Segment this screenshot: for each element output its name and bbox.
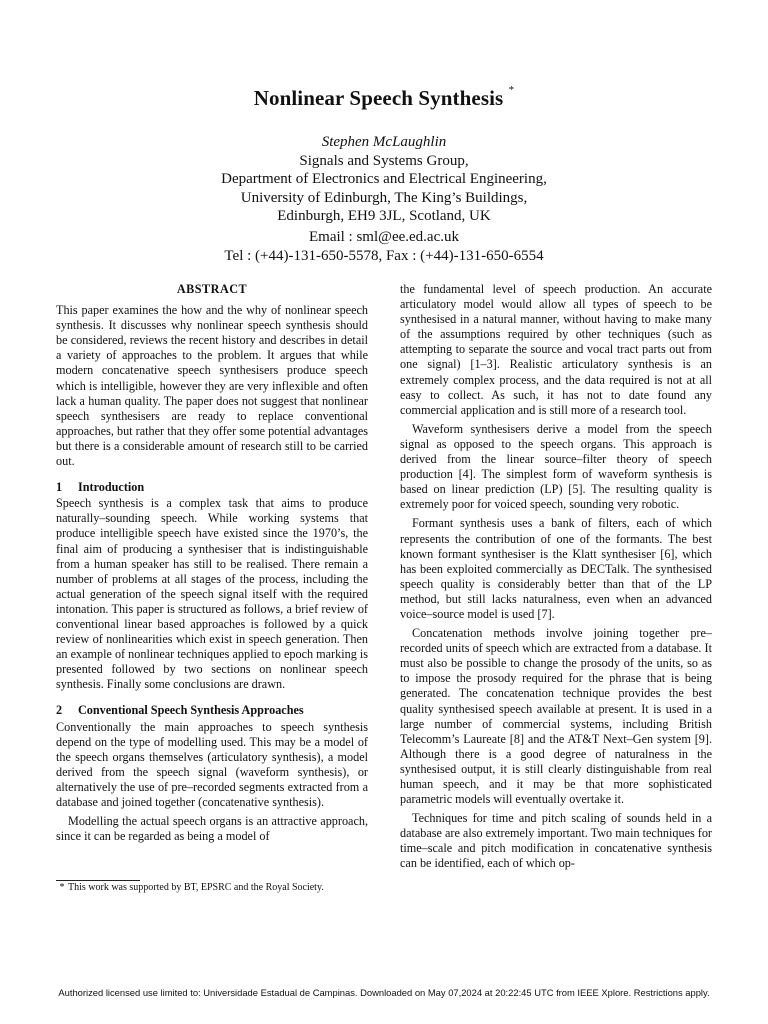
section-heading-conventional [56, 703, 368, 718]
right-paragraph-5: Techniques for time and pitch scaling of sounds held in a database are also extremely important. Two main techniques for time–scale and pitch modification in concatenative synthesis can be identified, each of which op- [400, 811, 712, 871]
license-notice: Authorized licensed use limited to: Universidade Estadual de Campinas. Downloaded on May 07,2024 at 20:22:45 UTC from IEEE Xplore. Restrictions apply. [58, 987, 710, 998]
section-title: Conventional Speech Synthesis Approaches [78, 703, 304, 718]
paper-title [0, 86, 768, 111]
section-title: Introduction [78, 480, 145, 495]
conventional-paragraph-1: Conventionally the main approaches to speech synthesis depend on the type of modelling used. This may be a model of the speech organs themselves (articulatory synthesis), a model derived from the speech signal (waveform synthesis), or alternatively the use of pre–recorded segments extracted from a database and joined together (concatenative synthesis). [56, 719, 368, 809]
footnote-divider [56, 880, 140, 881]
footnote [56, 882, 368, 895]
author-email: Email : sml@ee.ed.ac.uk [308, 229, 459, 245]
footnote-text: This work was supported by BT, EPSRC and the Royal Society. [68, 882, 324, 893]
title-footnote-mark: * [508, 84, 515, 96]
section-heading-introduction [56, 480, 368, 495]
affiliation-line: Department of Electronics and Electrical Engineering, [221, 171, 547, 187]
affiliation-line: University of Edinburgh, The King’s Buildings, [240, 189, 528, 206]
left-column [56, 282, 368, 844]
paper-title-text: Nonlinear Speech Synthesis [253, 86, 504, 110]
footnote-mark: * [59, 882, 65, 893]
right-paragraph-4: Concatenation methods involve joining together pre–recorded units of speech which are extracted from a database. It must also be possible to change the prosody of the units, so as to impose the prosody required for the phrase that is being generated. The concatenation technique provides the best quality synthesised speech available at present. It is used in a large number of commercial systems, including British Telecomm’s Laureate [8] and the AT&T Next–Gen system [9]. Although there is a good degree of naturalness in the synthesised output, it is still clearly distinguishable from real human speech, and it may be that more sophisticated parametric models will eventually overtake it. [400, 626, 712, 807]
conventional-paragraph-2: Modelling the actual speech organs is an attractive approach, since it can be regarded as being a model of [56, 814, 368, 844]
section-number: 2 [56, 703, 63, 718]
affiliation-line: Edinburgh, EH9 3JL, Scotland, UK [277, 208, 491, 224]
author-phone: Tel : (+44)-131-650-5578, Fax : (+44)-131-650-6554 [224, 247, 544, 264]
abstract-text: This paper examines the how and the why of nonlinear speech synthesis. It discusses why nonlinear speech synthesis should be considered, reviews the recent history and describes in detail a variety of approaches to the problem. It argues that while modern concatenative speech synthesisers produce speech which is intelligible, however they are very inflexible and often lack a human quality. The paper does not suggest that nonlinear speech synthesisers are ready to replace conventional approaches, but rather that they offer some potential advantages but there is a considerable amount of research still to be carried out. [56, 303, 368, 469]
right-paragraph-1: the fundamental level of speech production. An accurate articulatory model would allow all types of speech to be synthesised in a natural manner, without having to make many of the assumptions required by other techniques (such as attempting to separate the source and vocal tract parts out from one signal) [1–3]. Realistic articulatory synthesis is an extremely complex process, and the data required is not at all easy to collect. As such, it has not to date found any commercial application and is still more of a research tool. [400, 282, 712, 417]
abstract-heading: ABSTRACT [176, 282, 248, 296]
contact-block [0, 228, 768, 265]
introduction-paragraph: Speech synthesis is a complex task that aims to produce naturally–sounding speech. While working systems that produce intelligible speech have existed since the 1970’s, the final aim of producing a synthesiser that is indistinguishable from a human speaker has still to be realised. There remain a number of problems at all stages of the process, including the actual generation of the speech signal itself with the required intonation. This paper is structured as follows, a brief review of conventional linear based approaches is followed by a quick review of nonlinearities which exist in speech generation. Then an example of nonlinear techniques applied to epoch marking is presented followed by two sections on nonlinear speech synthesis. Finally some conclusions are drawn. [56, 496, 368, 692]
right-column [400, 282, 712, 872]
affiliation-line: Signals and Systems Group, [299, 152, 469, 169]
author-block [0, 133, 768, 226]
right-paragraph-3: Formant synthesis uses a bank of filters, each of which represents the contribution of one of the formants. The best known formant synthesiser is the Klatt synthesiser [6], which has been exploited commercially as DECTalk. The synthesised speech quality is considerably better than that of the LP method, but still lacks naturalness, even when an advanced voice–source model is used [7]. [400, 516, 712, 621]
right-paragraph-2: Waveform synthesisers derive a model from the speech signal as opposed to the speech organs. This approach is derived from the linear source–filter theory of speech production [4]. The simplest form of waveform synthesis is based on linear prediction (LP) [5]. The resulting quality is extremely poor for voiced speech, sounding very robotic. [400, 421, 712, 512]
section-number: 1 [56, 480, 63, 495]
author-name: Stephen McLaughlin [321, 134, 447, 150]
